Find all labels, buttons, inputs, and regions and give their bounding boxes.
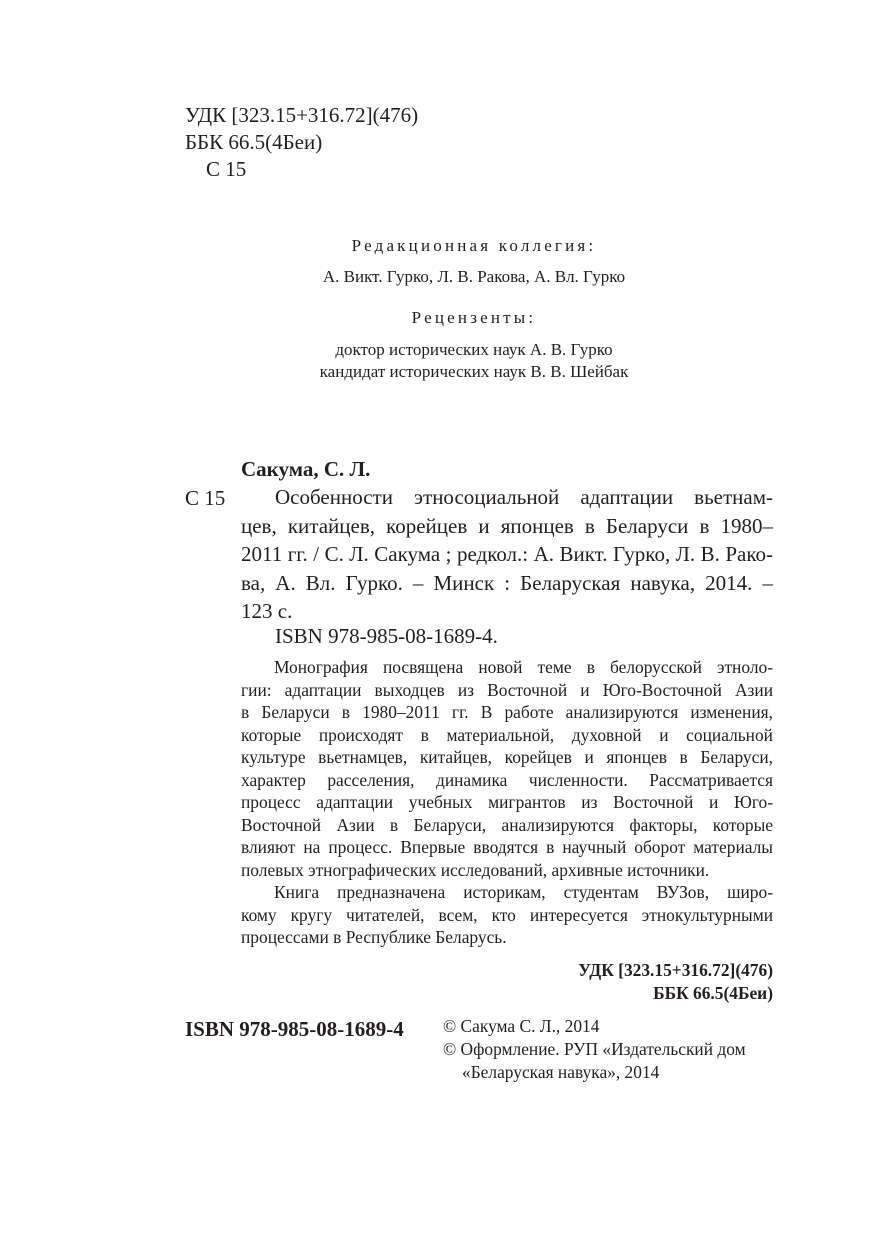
codes-right-bbk: ББК 66.5(4Беи): [653, 982, 773, 1003]
annotation-line: Восточной Азии в Беларуси, анализируются факторы, которые: [241, 814, 773, 835]
record-description: [241, 483, 773, 626]
description-line: Особенности этносоциальной адаптации вьетнам-: [275, 485, 773, 509]
record-author: Сакума, С. Л.: [241, 457, 371, 481]
codes-right: [578, 959, 773, 1004]
copyright-design-continued: «Беларуская навука», 2014: [462, 1062, 660, 1082]
description-line: цев, китайцев, корейцев и японцев в Беларуси в 1980–: [241, 513, 773, 538]
record-code: С 15: [185, 486, 226, 510]
header-code: С 15: [206, 157, 247, 181]
annotation-line: гии: адаптации выходцев из Восточной и Юго-Восточной Азии: [241, 679, 773, 700]
annotation-paragraph-2: [241, 881, 773, 949]
header-bbk: ББК 66.5(4Беи): [185, 130, 323, 154]
annotation-paragraph-1: [241, 656, 773, 881]
reviewer-item: кандидат исторических наук В. В. Шейбак: [319, 362, 629, 381]
copyright-design: © Оформление. РУП «Издательский дом: [443, 1039, 746, 1059]
footer-isbn: ISBN 978-985-08-1689-4: [185, 1017, 404, 1041]
annotation-line: Монография посвящена новой теме в белорусской этноло-: [274, 657, 773, 677]
record-isbn: ISBN 978-985-08-1689-4.: [275, 624, 498, 648]
description-line: 123 с.: [241, 599, 293, 624]
annotation-line: влияют на процесс. Впервые вводятся в научный оборот материалы: [241, 837, 773, 857]
reviewers-label: Рецензенты:: [411, 308, 537, 327]
reviewer-item: доктор исторических наук А. В. Гурко: [335, 340, 613, 359]
annotation-line: полевых этнографических исследований, архивные источники.: [241, 859, 710, 880]
annotation-line: процессами в Республике Беларусь.: [241, 927, 507, 947]
editorial-label: Редакционная коллегия:: [351, 236, 597, 255]
annotation-line: в Беларуси в 1980–2011 гг. В работе анализируются изменения,: [241, 702, 773, 722]
annotation-line: Книга предназначена историкам, студентам ВУЗов, широ-: [274, 882, 773, 902]
annotation-line: культуре вьетнамцев, китайцев, корейцев и японцев в Беларуси,: [241, 747, 773, 767]
copyright-author: © Сакума С. Л., 2014: [443, 1016, 600, 1036]
editorial-members: А. Викт. Гурко, Л. В. Ракова, А. Вл. Гурко: [322, 267, 626, 286]
description-line: ва, А. Вл. Гурко. – Минск : Беларуская навука, 2014. –: [241, 570, 773, 595]
annotation-line: которые происходят в материальной, духовной и социальной: [241, 724, 773, 745]
annotation-line: кому кругу читателей, всем, кто интересуется этнокультурными: [241, 904, 773, 925]
annotation-line: процесс адаптации учебных мигрантов из Восточной и Юго-: [241, 792, 773, 812]
codes-right-udk: УДК [323.15+316.72](476): [578, 960, 773, 980]
annotation-line: характер расселения, динамика численности. Рассматривается: [241, 769, 773, 790]
header-udk: УДК [323.15+316.72](476): [185, 103, 419, 127]
description-line: 2011 гг. / С. Л. Сакума ; редкол.: А. Викт. Гурко, Л. В. Рако-: [241, 542, 773, 567]
